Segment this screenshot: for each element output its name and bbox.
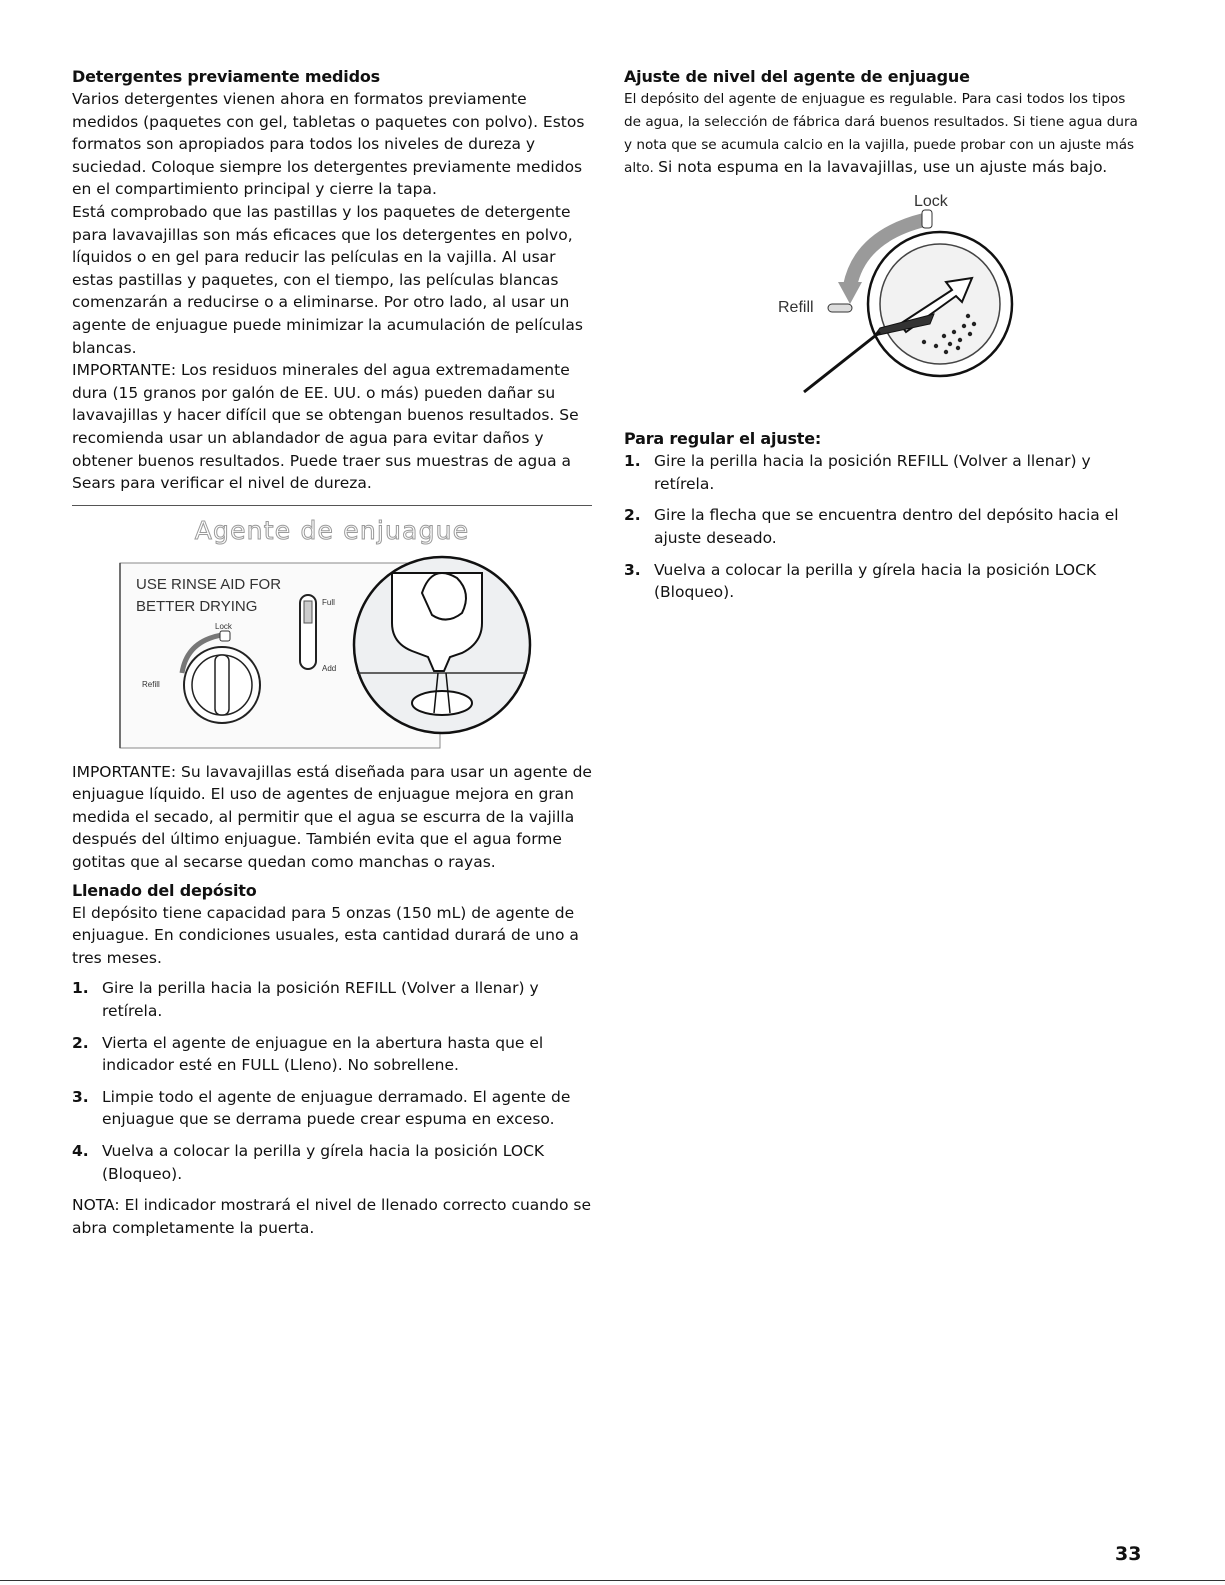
note-label: NOTA:: [72, 1196, 120, 1215]
detergents-paragraph-1: Varios detergentes vienen ahora en formatos previamente medidos (paquetes con gel, tabletas o paquetes con polvo). Estos formatos son apropiados para todos los niveles de dureza y suciedad. Coloque siempre los detergentes previamente medidos en el compartimiento principal y cierre la tapa.: [72, 90, 585, 199]
panel-lock-label: Lock: [215, 621, 232, 631]
panel-refill-label: Refill: [142, 679, 160, 689]
page-number: 33: [1115, 1543, 1142, 1565]
list-item: 1. Gire la perilla hacia la posición REFILL (Volver a llenar) y retírela.: [72, 979, 539, 1021]
rinse-aid-illustration: [72, 553, 592, 753]
left-column: [72, 66, 592, 1239]
adjust-paragraph: El depósito del agente de enjuague es regulable. Para casi todos los tipos de agua, la selección de fábrica dará buenos resultados. Si tiene agua dura y nota que se acumula calcio en la vajilla, puede probar con un ajuste más alto. Si nota espuma en la lavavajillas, use un ajuste más bajo.: [624, 91, 1138, 177]
regulate-heading: Para regular el ajuste:: [624, 429, 822, 449]
panel-text-line2: BETTER DRYING: [136, 597, 258, 615]
rinse-aid-figure-title: Agente de enjuague: [194, 515, 470, 545]
list-item: 1. Gire la perilla hacia la posición REFILL (Volver a llenar) y retírela.: [624, 452, 1091, 493]
adjust-refill-label: Refill: [778, 299, 814, 317]
important-label: IMPORTANTE:: [72, 361, 177, 380]
adjust-lock-label: Lock: [914, 193, 948, 211]
detergents-heading: Detergentes previamente medidos: [72, 67, 380, 86]
note-text: El indicador mostrará el nivel de llenado correcto cuando se abra completamente la puerta.: [72, 1196, 591, 1237]
bottom-rule: [0, 1580, 1225, 1581]
important2-text: Su lavavajillas está diseñada para usar un agente de enjuague líquido. El uso de agentes de enjuague mejora en gran medida el secado, al permitir que el agua se escurra de la vajilla después del último enjuague. También evita que el agua forme gotitas que al secarse quedan como manchas o rayas.: [72, 762, 592, 872]
list-item: 2. Vierta el agente de enjuague en la abertura hasta que el indicador esté en FULL (Lleno). No sobrellene.: [72, 1033, 544, 1075]
adjust-illustration: [624, 186, 1144, 426]
panel-text-line1: USE RINSE AID FOR: [136, 575, 282, 593]
list-item: 3. Limpie todo el agente de enjuague derramado. El agente de enjuague que se derrama puede crear espuma en exceso.: [72, 1087, 571, 1129]
list-item: 4. Vuelva a colocar la perilla y gírela hacia la posición LOCK (Bloqueo).: [72, 1142, 545, 1183]
indicator-full-label: Full: [322, 597, 335, 607]
important-text: Los residuos minerales del agua extremadamente dura (15 granos por galón de EE. UU. o más) pueden dañar su lavavajillas y hacer difícil que se obtengan buenos resultados. Se recomienda usar un ablandador de agua para evitar daños y obtener buenos resultados. Puede traer sus muestras de agua a Sears para verificar el nivel de dureza.: [72, 361, 579, 493]
detergents-paragraph-2: Está comprobado que las pastillas y los paquetes de detergente para lavavajillas son más eficaces que los detergentes en polvo, líquidos o en gel para reducir las películas en la vajilla. Al usar estas pastillas y paquetes, con el tiempo, las películas blancas comenzarán a reducirse o a eliminarse. Por otro lado, al usar un agente de enjuague puede minimizar la acumulación de películas blancas.: [72, 202, 583, 357]
important2-label: IMPORTANTE:: [72, 762, 177, 781]
regulate-steps: [624, 450, 1144, 604]
filling-note: [72, 1194, 592, 1239]
list-item: 3. Vuelva a colocar la perilla y gírela hacia la posición LOCK (Bloqueo).: [624, 560, 1097, 602]
filling-heading: Llenado del depósito: [72, 880, 257, 900]
filling-steps: [72, 977, 592, 1185]
rinse-aid-important: [72, 761, 592, 874]
right-column: [624, 66, 1144, 613]
fill-opening: [412, 691, 472, 715]
section-divider: [72, 505, 592, 506]
adjust-heading: Ajuste de nivel del agente de enjuague: [624, 67, 970, 86]
indicator-add-label: Add: [322, 663, 337, 673]
filling-intro: El depósito tiene capacidad para 5 onzas (150 mL) de agente de enjuague. En condiciones usuales, esta cantidad durará de uno a tres meses.: [72, 903, 579, 967]
list-item: 2. Gire la flecha que se encuentra dentro del depósito hacia el ajuste deseado.: [624, 506, 1119, 547]
detergents-important: [72, 359, 592, 495]
